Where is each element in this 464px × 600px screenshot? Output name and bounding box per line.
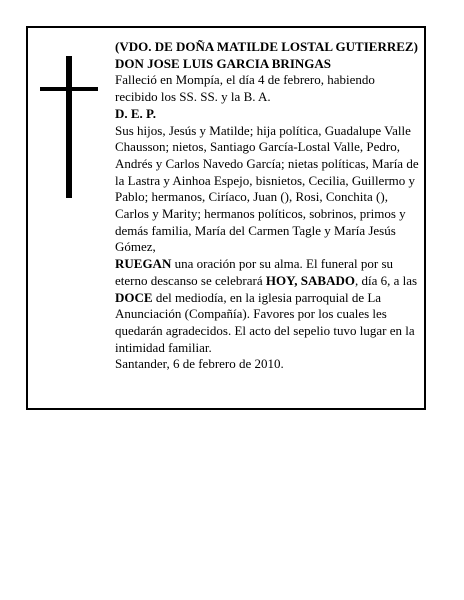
cross-icon <box>66 56 72 198</box>
funeral-day: HOY, SABADO <box>265 272 355 288</box>
obituary-notice <box>26 26 426 410</box>
place-date: Santander, 6 de febrero de 2010. <box>115 356 284 372</box>
notice-text <box>115 39 420 373</box>
family-list: Sus hijos, Jesús y Matilde; hija política, Guadalupe Valle Chausson; nietos, Santiago García-Lostal Valle, Pedro, Andrés y Carlos Navedo García; nietas políticas, María de la Lastra y Ainhoa Espejo, bisnietos, Cecilia, Guillermo y Pablo; hermanos, Ciríaco, Juan (), Rosi, Conchita (), Carlos y Marity; hermanos políticos, sobrinos, primos y demás familia, María del Carmen Tagle y María Jesús Gómez, <box>115 122 419 255</box>
dep-line: D. E. P. <box>115 105 157 121</box>
funeral-request <box>115 256 420 356</box>
request-text-3: del mediodía, en la iglesia parroquial de La Anunciación (Compañía). Favores por los cuales les quedarán agradecidos. El acto del sepelio tuvo lugar en la intimidad familiar. <box>115 289 415 355</box>
funeral-hour: DOCE <box>115 289 153 305</box>
widow-header: (VDO. DE DOÑA MATILDE LOSTAL GUTIERREZ) <box>115 39 418 54</box>
ruegan-word: RUEGAN <box>115 256 172 272</box>
death-statement: Falleció en Mompía, el día 4 de febrero, habiendo recibido los SS. SS. y la B. A. <box>115 72 375 105</box>
deceased-name: DON JOSE LUIS GARCIA BRINGAS <box>115 55 331 71</box>
request-text-1: una oración por su alma. El funeral por su eterno descanso se celebrará <box>115 256 393 288</box>
request-text-2: , día 6, a las <box>354 272 418 288</box>
cross-icon-bar <box>40 87 98 91</box>
